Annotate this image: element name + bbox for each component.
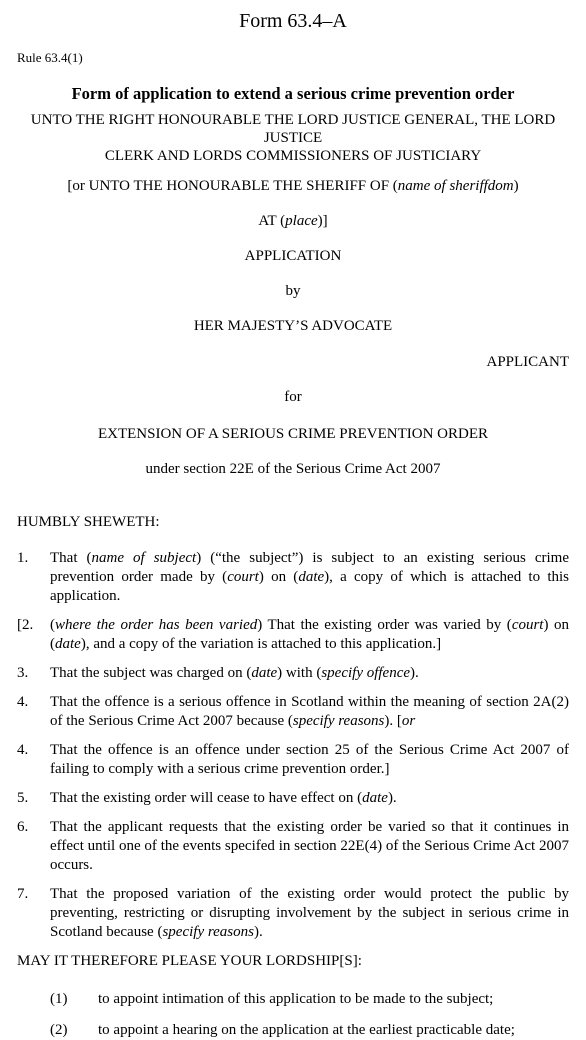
numbered-paragraphs: [17, 549, 569, 942]
prayer-item: [17, 990, 569, 1009]
addressee-line-2: CLERK AND LORDS COMMISSIONERS OF JUSTICIARY: [104, 148, 482, 164]
alt-italic: name of sheriffdom: [397, 178, 514, 194]
paragraph-text: That (name of subject) (“the subject”) is subject to an existing serious crime prevention order made by (court) on (date), a copy of which is attached to this application.: [50, 550, 569, 604]
paragraph-text: That the offence is an offence under section 25 of the Serious Crime Act 2007 of failing to comply with a serious crime prevention order.]: [50, 742, 569, 777]
prayer-items: [17, 990, 569, 1040]
under-section-line: under section 22E of the Serious Crime Act 2007: [145, 461, 441, 477]
paragraph: [17, 741, 569, 779]
paragraph-number: 4.: [17, 694, 29, 710]
paragraph-text: That the offence is a serious offence in Scotland within the meaning of section 2A(2) of the Serious Crime Act 2007 because (specify reasons). [or: [50, 694, 569, 729]
paragraph: [17, 885, 569, 942]
paragraph-text: That the existing order will cease to have effect on (date).: [50, 790, 397, 806]
paragraph-text: That the applicant requests that the existing order be varied so that it continues in effect until one of the events specifed in section 22E(4) of the Serious Crime Act 2007 occurs.: [50, 819, 569, 873]
paragraph-text: That the proposed variation of the existing order would protect the public by preventing, restricting or disrupting involvement by the subject in serious crime in Scotland because (specify reasons).: [50, 886, 569, 940]
paragraph-number: [2.: [17, 617, 34, 633]
paragraph-text: That the subject was charged on (date) with (specify offence).: [50, 665, 419, 681]
for-text: for: [284, 389, 302, 405]
paragraph-number: 4.: [17, 742, 29, 758]
applicant-label: APPLICANT: [486, 354, 569, 370]
form-number: Form 63.4–A: [239, 10, 347, 32]
prayer-item-number: (2): [50, 1022, 68, 1038]
alternative-place: [17, 212, 569, 231]
alt-open: [or: [67, 178, 85, 194]
at-italic: place: [285, 213, 318, 229]
form-title: Form of application to extend a serious crime prevention order: [71, 84, 515, 103]
applicant-name: HER MAJESTY’S ADVOCATE: [193, 318, 393, 334]
rule-reference: Rule 63.4(1): [17, 50, 83, 65]
paragraph-number: 5.: [17, 790, 29, 806]
paragraph-number: 3.: [17, 665, 29, 681]
paragraph: [17, 616, 569, 654]
prayer-item-number: (1): [50, 991, 68, 1007]
paragraph: [17, 549, 569, 606]
subject-line: EXTENSION OF A SERIOUS CRIME PREVENTION ORDER: [97, 426, 489, 442]
paragraph: [17, 664, 569, 683]
prayer-item: [17, 1021, 569, 1040]
addressee: [17, 111, 569, 165]
addressee-line-1: UNTO THE RIGHT HONOURABLE THE LORD JUSTICE GENERAL, THE LORD JUSTICE: [30, 112, 556, 146]
alt-close: ): [513, 178, 519, 194]
at-prefix: AT (: [258, 213, 286, 229]
at-suffix: )]: [317, 213, 328, 229]
paragraph: [17, 693, 569, 731]
paragraph-number: 1.: [17, 550, 29, 566]
application-heading: APPLICATION: [244, 248, 342, 264]
prayer-heading: MAY IT THEREFORE PLEASE YOUR LORDSHIP[S]:: [17, 953, 362, 969]
paragraph-number: 6.: [17, 819, 29, 835]
paragraph-text: (where the order has been varied) That the existing order was varied by (court) on (date), and a copy of the variation is attached to this application.]: [50, 617, 569, 652]
by-text: by: [285, 283, 301, 299]
prayer-item-text: to appoint a hearing on the application at the earliest practicable date;: [98, 1022, 515, 1038]
paragraph: [17, 789, 569, 808]
prayer-item-text: to appoint intimation of this application to be made to the subject;: [98, 991, 494, 1007]
alternative-addressee: [17, 177, 569, 196]
humbly-sheweth: HUMBLY SHEWETH:: [17, 514, 160, 530]
paragraph-number: 7.: [17, 886, 29, 902]
alt-text: UNTO THE HONOURABLE THE SHERIFF OF (: [84, 178, 398, 194]
paragraph: [17, 818, 569, 875]
